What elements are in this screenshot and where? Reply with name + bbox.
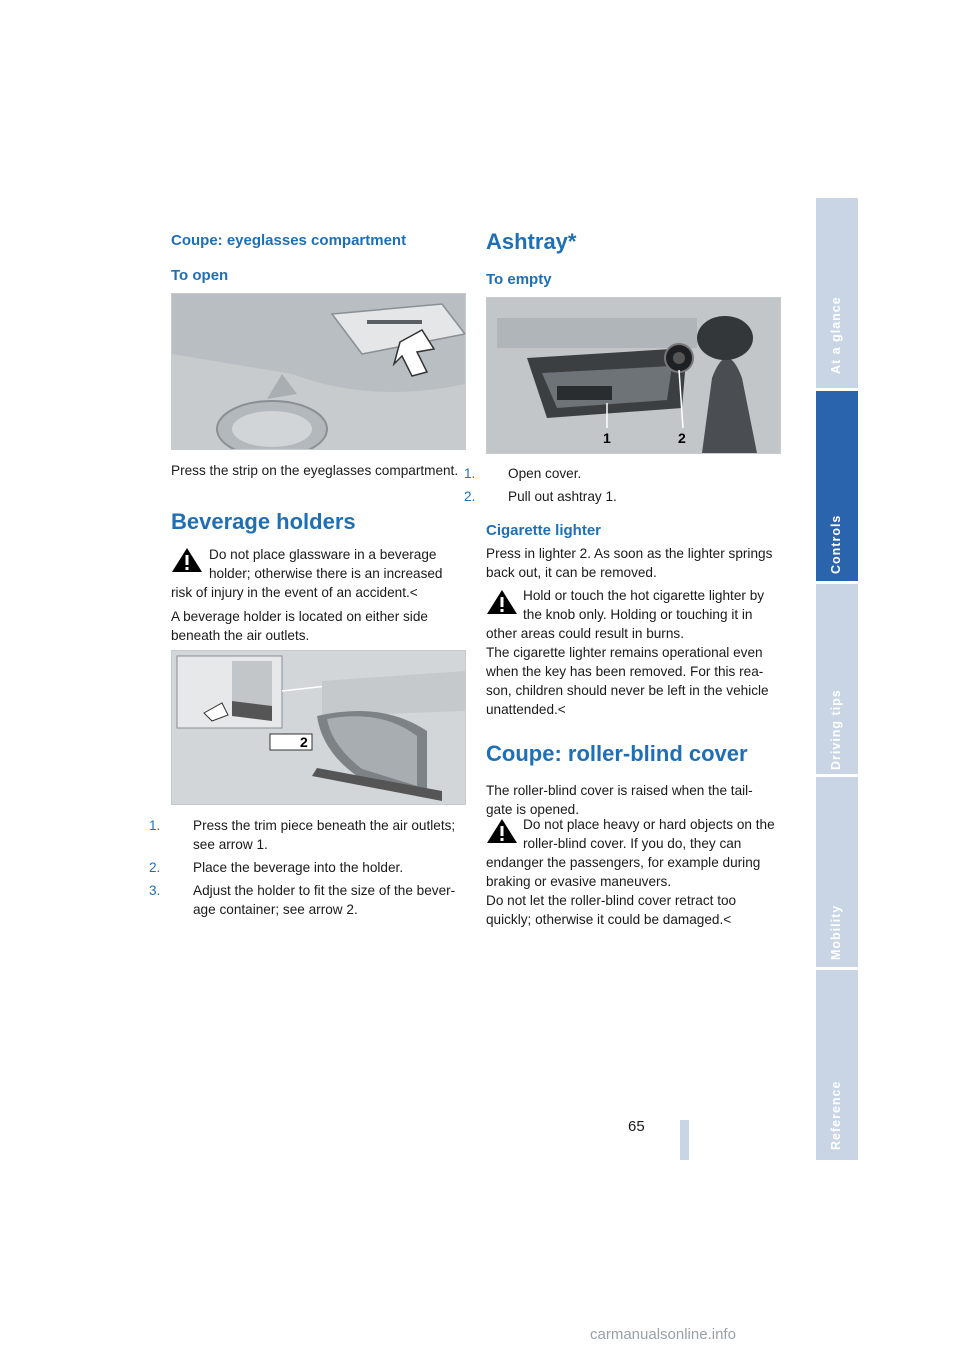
ashtray-heading: Ashtray* (486, 229, 577, 254)
list-item: 2. Place the beverage into the holder. (149, 860, 404, 875)
lighter-text-line2: back out, it can be removed. (486, 565, 657, 580)
list-item: 3. Adjust the holder to fit the size of the bever- age container; see arrow 2. (149, 883, 456, 917)
lighter-warning-line2: the knob only. Holding or touching it in (523, 607, 753, 622)
lighter-text-line1: Press in lighter 2. As soon as the lighter springs (486, 546, 773, 561)
beverage-warning-line1: Do not place glassware in a beverage (209, 547, 437, 562)
tab-at-a-glance[interactable]: At a glance (816, 198, 858, 388)
warning-icon (486, 818, 518, 849)
page-number-bar (680, 1120, 689, 1160)
beverage-warning-line2: holder; otherwise there is an increased (209, 566, 443, 581)
lighter-warning-line6: son, children should never be left in the vehicle (486, 683, 769, 698)
tab-controls[interactable]: Controls (816, 391, 858, 581)
roller-warning-line4: braking or evasive maneuvers. (486, 874, 672, 889)
beverage-location-line2: beneath the air outlets. (171, 628, 310, 643)
lighter-warning-line5: when the key has been removed. For this rea- (486, 664, 764, 679)
roller-warning-line3: endanger the passengers, for example during (486, 855, 761, 870)
lighter-warning-line4: The cigarette lighter remains operational even (486, 645, 763, 660)
roller-warning-line6: quickly; otherwise it could be damaged.< (486, 912, 732, 927)
list-item: 1. Open cover. (464, 466, 582, 481)
beverage-holders-heading: Beverage holders (171, 509, 356, 534)
beverage-location-line1: A beverage holder is located on either side (171, 609, 428, 624)
roller-blind-heading: Coupe: roller-blind cover (486, 741, 748, 766)
ashtray-label-2: 2 (678, 430, 686, 446)
beverage-warning-line3: risk of injury in the event of an accident.< (171, 585, 418, 600)
eyeglasses-heading: Coupe: eyeglasses compartment (171, 232, 407, 249)
warning-icon (171, 547, 203, 578)
roller-text-line2: gate is opened. (486, 802, 579, 817)
svg-text:2: 2 (300, 734, 308, 750)
lighter-warning-line1: Hold or touch the hot cigarette lighter by (523, 588, 765, 603)
list-item: 1. Press the trim piece beneath the air outlets; see arrow 1. (149, 818, 456, 852)
roller-text-line1: The roller-blind cover is raised when the tail- (486, 783, 753, 798)
list-item: 2. Pull out ashtray 1. (464, 489, 617, 504)
tab-mobility[interactable]: Mobility (816, 777, 858, 967)
to-open-heading: To open (171, 267, 229, 284)
to-empty-heading: To empty (486, 271, 552, 288)
lighter-warning-line7: unattended.< (486, 702, 566, 717)
press-strip-text: Press the strip on the eyeglasses compartment. (171, 463, 459, 478)
ashtray-steps (464, 464, 779, 510)
tab-reference[interactable]: Reference (816, 970, 858, 1160)
ashtray-label-1: 1 (603, 430, 611, 446)
tab-driving-tips[interactable]: Driving tips (816, 584, 858, 774)
beverage-holder-image (171, 650, 466, 805)
page-number: 65 (628, 1118, 645, 1135)
warning-icon (486, 589, 518, 620)
eyeglasses-compartment-image (171, 293, 466, 450)
steps-list (149, 816, 464, 923)
roller-warning-line2: roller-blind cover. If you do, they can (523, 836, 742, 851)
roller-warning-line5: Do not let the roller-blind cover retract too (486, 893, 737, 908)
cigarette-lighter-heading: Cigarette lighter (486, 522, 602, 539)
watermark: carmanualsonline.info (590, 1326, 736, 1343)
ashtray-image (486, 297, 781, 454)
roller-warning-line1: Do not place heavy or hard objects on the (523, 817, 775, 832)
lighter-warning-line3: other areas could result in burns. (486, 626, 684, 641)
